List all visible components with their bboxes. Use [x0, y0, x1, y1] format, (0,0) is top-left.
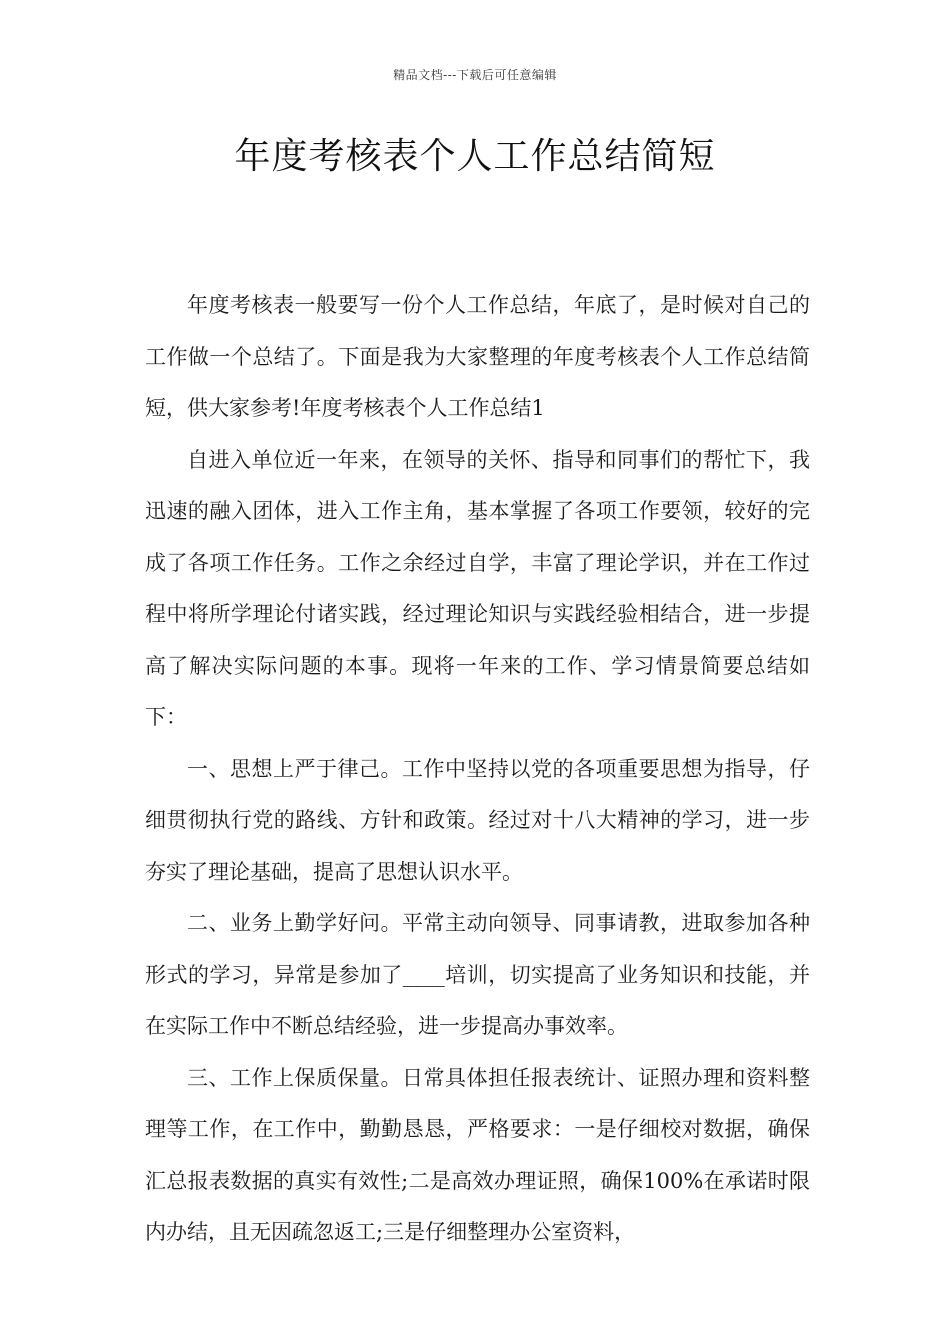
- paragraph-section-2: 二、业务上勤学好问。平常主动向领导、同事请教，进取参加各种形式的学习，异常是参加了____培训，切实提高了业务知识和技能，并在实际工作中不断总结经验，进一步提高办事效率。: [145, 911, 810, 1038]
- header-note: 精品文档---下载后可任意编辑: [393, 68, 557, 82]
- document-title: 年度考核表个人工作总结简短: [234, 136, 716, 177]
- paragraph-intro: 年度考核表一般要写一份个人工作总结，年底了，是时候对自己的工作做一个总结了。下面是我为大家整理的年度考核表个人工作总结简短，供大家参考!年度考核表个人工作总结1: [145, 293, 810, 420]
- paragraph-section-1: 一、思想上严于律己。工作中坚持以党的各项重要思想为指导，仔细贯彻执行党的路线、方针和政策。经过对十八大精神的学习，进一步夯实了理论基础，提高了思想认识水平。: [145, 756, 810, 884]
- paragraph-section-3: 三、工作上保质保量。日常具体担任报表统计、证照办理和资料整理等工作，在工作中，勤勤恳恳，严格要求：一是仔细校对数据，确保汇总报表数据的真实有效性;二是高效办理证照，确保100%在承诺时限内办结，且无因疏忽返工;三是仔细整理办公室资料，: [145, 1065, 810, 1244]
- document-body: [145, 280, 810, 1259]
- paragraph-overview: 自进入单位近一年来，在领导的关怀、指导和同事们的帮忙下，我迅速的融入团体，进入工作主角，基本掌握了各项工作要领，较好的完成了各项工作任务。工作之余经过自学，丰富了理论学识，并在工作过程中将所学理论付诸实践，经过理论知识与实践经验相结合，进一步提高了解决实际问题的本事。现将一年来的工作、学习情景简要总结如下：: [145, 447, 810, 729]
